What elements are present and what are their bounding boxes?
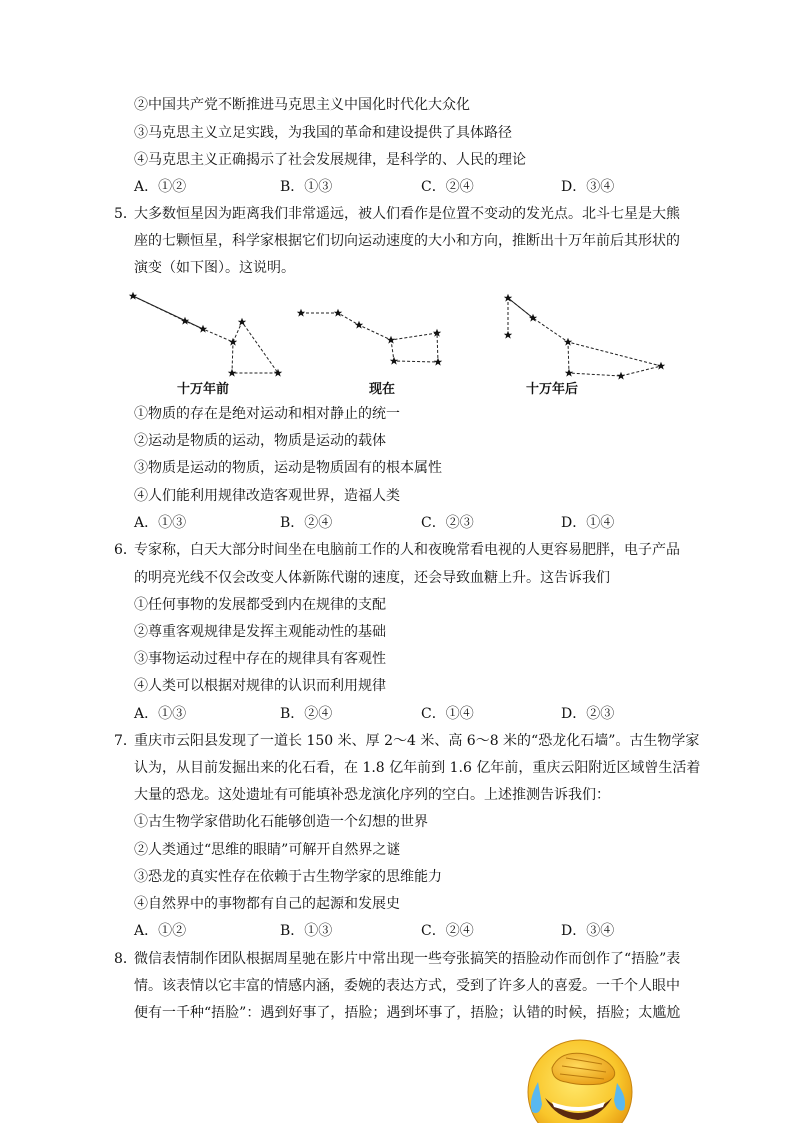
q6-item-3: ③事物运动过程中存在的规律具有客观性 (134, 651, 386, 667)
q6-item-1: ①任何事物的发展都受到内在规律的支配 (134, 597, 386, 613)
figure-label-now: 现在 (369, 382, 396, 397)
q7-item-2: ②人类通过“思维的眼睛”可解开自然界之谜 (134, 842, 401, 858)
prev-option-b[interactable]: B．①③ (280, 179, 333, 195)
q7-option-c[interactable]: C．②④ (421, 923, 474, 939)
q7-stem-line-2: 认为，从目前发掘出来的化石看，在 1.8 亿年前到 1.6 亿年前，重庆云阳附近区域曾生活着 (134, 760, 701, 776)
q7-stem-line-3: 大量的恐龙。这处遗址有可能填补恐龙演化序列的空白。上述推测告诉我们： (134, 787, 610, 803)
q7-item-4: ④自然界中的事物都有自己的起源和发展史 (134, 896, 400, 912)
q7-option-d[interactable]: D．③④ (561, 923, 615, 939)
figure-label-future: 十万年后 (526, 382, 579, 397)
q8-stem-line-1: 微信表情制作团队根据周星驰在影片中常出现一些夸张搞笑的捂脸动作而创作了“捂脸”表 (134, 951, 681, 967)
q5-option-d[interactable]: D．①④ (561, 515, 615, 531)
q5-item-1: ①物质的存在是绝对运动和相对静止的统一 (134, 406, 400, 422)
q5-stem-line-3: 演变（如下图）。这说明。 (134, 260, 295, 276)
q6-option-c[interactable]: C．①④ (421, 706, 474, 722)
q7-option-b[interactable]: B．①③ (280, 923, 333, 939)
q6-item-4: ④人类可以根据对规律的认识而利用规律 (134, 678, 386, 694)
q5-number: 5． (114, 206, 137, 222)
q5-item-3: ③物质是运动的物质，运动是物质固有的根本属性 (134, 460, 442, 476)
q5-stem-line-2: 座的七颗恒星，科学家根据它们切向运动速度的大小和方向，推断出十万年前后其形状的 (134, 233, 680, 249)
q8-stem-line-3: 便有一千种“捂脸”：遇到好事了，捂脸；遇到坏事了，捂脸；认错的时候，捂脸；太尴尬 (134, 1005, 681, 1021)
q6-number: 6． (114, 542, 137, 558)
q5-stem-line-1: 大多数恒星因为距离我们非常遥远，被人们看作是位置不变动的发光点。北斗七星是大熊 (134, 206, 680, 222)
prev-option-d[interactable]: D．③④ (561, 179, 615, 195)
q7-number: 7． (114, 733, 137, 749)
prev-item-2: ②中国共产党不断推进马克思主义中国化时代化大众化 (134, 97, 470, 113)
prev-item-4: ④马克思主义正确揭示了社会发展规律，是科学的、人民的理论 (134, 152, 526, 168)
q6-stem-line-1: 专家称，白天大部分时间坐在电脑前工作的人和夜晚常看电视的人更容易肥胖，电子产品 (134, 542, 680, 558)
q5-item-4: ④人们能利用规律改造客观世界，造福人类 (134, 488, 400, 504)
q5-option-a[interactable]: A．①③ (134, 515, 187, 531)
q5-option-c[interactable]: C．②③ (421, 515, 474, 531)
q7-stem-line-1: 重庆市云阳县发现了一道长 150 米、厚 2～4 米、高 6～8 米的“恐龙化石墙”。古生物学家 (134, 733, 700, 749)
q6-stem-line-2: 的明亮光线不仅会改变人体新陈代谢的速度，还会导致血糖上升。这告诉我们 (134, 570, 610, 586)
q6-option-d[interactable]: D．②③ (561, 706, 615, 722)
q6-item-2: ②尊重客观规律是发挥主观能动性的基础 (134, 624, 386, 640)
q8-number: 8． (114, 951, 137, 967)
q5-item-2: ②运动是物质的运动，物质是运动的载体 (134, 433, 386, 449)
q7-item-3: ③恐龙的真实性存在依赖于古生物学家的思维能力 (134, 869, 442, 885)
figure-label-past: 十万年前 (177, 382, 230, 397)
q5-option-b[interactable]: B．②④ (280, 515, 333, 531)
prev-item-3: ③马克思主义立足实践，为我国的革命和建设提供了具体路径 (134, 125, 512, 141)
q7-option-a[interactable]: A．①② (134, 923, 187, 939)
prev-option-a[interactable]: A．①② (134, 179, 187, 195)
q8-stem-line-2: 情。该表情以它丰富的情感内涵，委婉的表达方式，受到了许多人的喜爱。一千个人眼中 (134, 978, 680, 994)
q7-item-1: ①古生物学家借助化石能够创造一个幻想的世界 (134, 814, 428, 830)
q6-option-a[interactable]: A．①③ (134, 706, 187, 722)
prev-option-c[interactable]: C．②④ (421, 179, 474, 195)
q6-option-b[interactable]: B．②④ (280, 706, 333, 722)
